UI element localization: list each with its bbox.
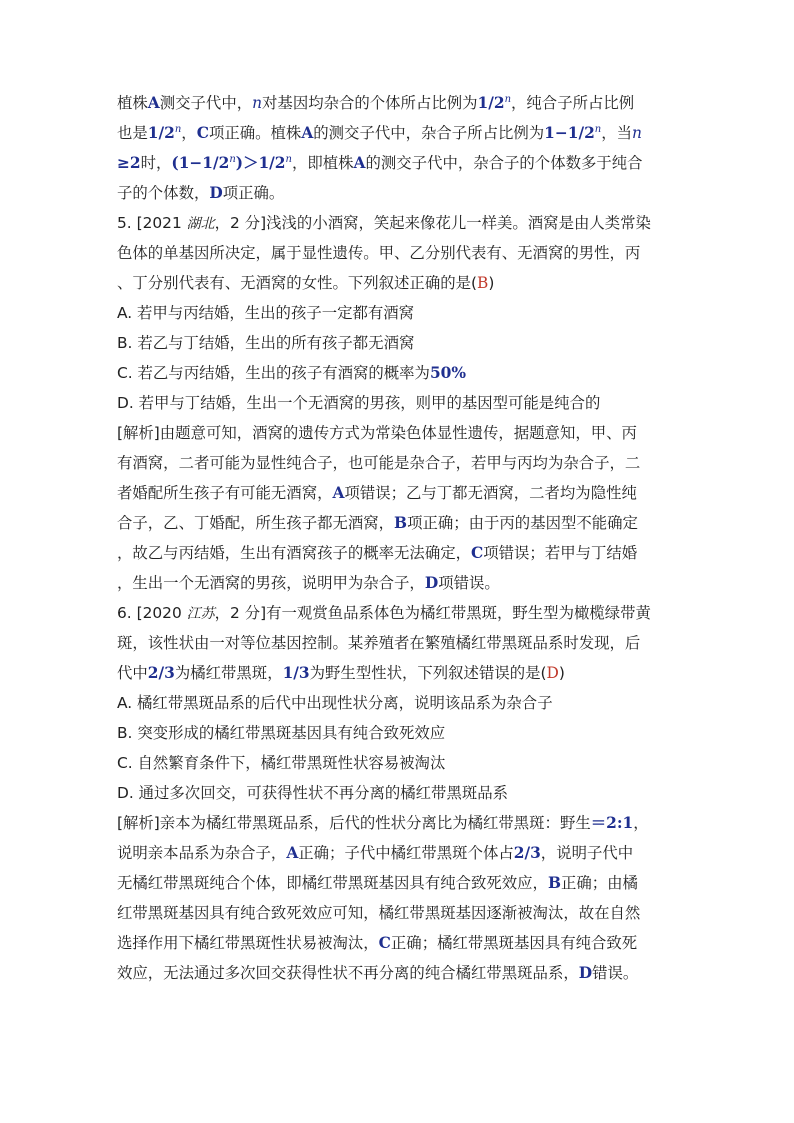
math-sup: n bbox=[229, 154, 236, 165]
q6-stem-line-1 bbox=[117, 603, 651, 624]
text: 子的个体数， bbox=[117, 184, 210, 202]
text: 也是 bbox=[117, 124, 148, 142]
answer-key: B bbox=[477, 274, 489, 292]
math: 2/3 bbox=[513, 844, 541, 862]
math: A bbox=[147, 94, 160, 112]
math-sup: n bbox=[594, 124, 602, 135]
q5-explanation-line-1: [解析]由题意可知，酒窝的遗传方式为常染色体显性遗传，据题意知，甲、丙 bbox=[117, 424, 637, 442]
text: 正确；由橘 bbox=[560, 874, 638, 892]
math: 1/3 bbox=[282, 664, 310, 682]
option-ref: A bbox=[332, 484, 345, 502]
q5-explanation-line-6 bbox=[117, 573, 500, 593]
text: 无橘红带黑斑纯合个体，即橘红带黑斑基因具有纯合致死效应， bbox=[117, 874, 548, 892]
q6-explanation-line-5 bbox=[117, 933, 637, 953]
answer-key: D bbox=[546, 664, 559, 682]
q5-stem-line-3 bbox=[117, 273, 494, 293]
math: 1/2 bbox=[477, 94, 505, 112]
intro-line-3 bbox=[117, 153, 643, 173]
text: [解析]亲本为橘红带黑斑品系，后代的性状分离比为橘红带黑斑：野生 bbox=[117, 814, 591, 832]
text: 项错误。 bbox=[438, 574, 500, 592]
math-sup: n bbox=[174, 124, 182, 135]
text: 项正确。植株 bbox=[208, 124, 302, 142]
math: n bbox=[252, 94, 263, 112]
math: A bbox=[301, 124, 314, 142]
text: 项正确；由于丙的基因型不能确定 bbox=[407, 514, 638, 532]
text: 说明亲本品系为杂合子， bbox=[117, 844, 287, 862]
option-ref: C bbox=[471, 544, 484, 562]
text: 的测交子代中，杂合子所占比例为 bbox=[313, 124, 545, 142]
math: ≥2 bbox=[117, 154, 141, 172]
text: 者婚配所生孩子有可能无酒窝， bbox=[117, 484, 333, 502]
option-ref: B bbox=[394, 514, 408, 532]
q6-stem-line-2: 斑，该性状由一对等位基因控制。某养殖者在繁殖橘红带黑斑品系时发现，后 bbox=[117, 634, 641, 652]
q6-stem-line-3 bbox=[117, 663, 565, 683]
math: )＞1/2 bbox=[235, 154, 286, 172]
text: 有一观赏鱼品系体色为橘红带黑斑，野生型为橄榄绿带黄 bbox=[266, 604, 651, 622]
text: 错误。 bbox=[592, 964, 639, 982]
math: 50% bbox=[429, 364, 466, 382]
math-sup: n bbox=[285, 154, 292, 165]
math: 1/2 bbox=[147, 124, 175, 142]
text: 时， bbox=[140, 154, 172, 172]
text: 、丁分别代表有、无酒窝的女性。下列叙述正确的是( bbox=[117, 274, 477, 292]
q5-option-a: A. 若甲与丙结婚，生出的孩子一定都有酒窝 bbox=[117, 304, 415, 322]
math: n bbox=[632, 124, 642, 142]
option-ref: D bbox=[424, 574, 439, 592]
text: ， bbox=[181, 124, 197, 142]
text: 代中 bbox=[117, 664, 148, 682]
q5-stem-line-2: 色体的单基因所决定，属于显性遗传。甲、乙分别代表有、无酒窝的男性，丙 bbox=[117, 244, 641, 262]
q6-option-a: A. 橘红带黑斑品系的后代中出现性状分离，说明该品系为杂合子 bbox=[117, 694, 553, 712]
text: ，生出一个无酒窝的男孩，说明甲为杂合子， bbox=[117, 574, 425, 592]
text: 正确；子代中橘红带黑斑个体占 bbox=[298, 844, 514, 862]
math: 2/3 bbox=[147, 664, 175, 682]
text: 项正确。 bbox=[222, 184, 285, 202]
question-source: 江苏 bbox=[186, 606, 215, 622]
text: 测交子代中， bbox=[159, 94, 253, 112]
text: ，即植株 bbox=[291, 154, 354, 172]
math: ＝2:1 bbox=[590, 814, 634, 832]
math: A bbox=[353, 154, 366, 172]
question-source: 湖北 bbox=[186, 216, 215, 232]
option-ref: C bbox=[378, 934, 391, 952]
option-ref: D bbox=[578, 964, 593, 982]
q5-explanation-line-4 bbox=[117, 513, 638, 533]
q6-option-b: B. 突变形成的橘红带黑斑基因具有纯合致死效应 bbox=[117, 724, 446, 742]
option-ref: D bbox=[209, 184, 223, 202]
intro-line-2 bbox=[117, 123, 642, 143]
q6-explanation-line-1 bbox=[117, 813, 649, 833]
q5-stem-line-1 bbox=[117, 213, 651, 234]
text: 项错误；乙与丁都无酒窝，二者均为隐性纯 bbox=[344, 484, 637, 502]
q5-option-d: D. 若甲与丁结婚，生出一个无酒窝的男孩，则甲的基因型可能是纯合的 bbox=[117, 394, 601, 412]
text: C. 若乙与丙结婚，生出的孩子有酒窝的概率为 bbox=[117, 364, 430, 382]
text: 对基因均杂合的个体所占比例为 bbox=[262, 94, 478, 112]
q5-explanation-line-3 bbox=[117, 483, 637, 503]
text: 的测交子代中，杂合子的个体数多于纯合 bbox=[365, 154, 643, 172]
intro-line-1 bbox=[117, 93, 634, 113]
q5-explanation-line-5 bbox=[117, 543, 637, 563]
math: (1−1/2 bbox=[171, 154, 230, 172]
q5-explanation-line-2: 有酒窝，二者可能为显性纯合子，也可能是杂合子，若甲与丙均为杂合子，二 bbox=[117, 454, 641, 472]
text: 项错误；若甲与丁结婚 bbox=[483, 544, 638, 562]
text: ，故乙与丙结婚，生出有酒窝孩子的概率无法确定， bbox=[117, 544, 471, 562]
text: 植株 bbox=[117, 94, 148, 112]
text: 效应，无法通过多次回交获得性状不再分离的纯合橘红带黑斑品系， bbox=[117, 964, 579, 982]
question-number: 5. [2021 bbox=[117, 214, 187, 232]
text: ，说明子代中 bbox=[540, 844, 634, 862]
option-ref: A bbox=[286, 844, 299, 862]
intro-line-4 bbox=[117, 183, 284, 203]
q6-explanation-line-2 bbox=[117, 843, 633, 863]
q6-explanation-line-6 bbox=[117, 963, 638, 983]
q5-option-c bbox=[117, 363, 466, 383]
text: 选择作用下橘红带黑斑性状易被淘汰， bbox=[117, 934, 379, 952]
text: 浅浅的小酒窝，笑起来像花儿一样美。酒窝是由人类常染 bbox=[266, 214, 651, 232]
q6-explanation-line-3 bbox=[117, 873, 638, 893]
math-sup: n bbox=[504, 94, 512, 105]
text: ) bbox=[558, 664, 565, 682]
question-number: 6. [2020 bbox=[117, 604, 187, 622]
question-score: ，2 分] bbox=[214, 214, 267, 232]
q5-option-b: B. 若乙与丁结婚，生出的所有孩子都无酒窝 bbox=[117, 334, 415, 352]
q6-option-c: C. 自然繁育条件下，橘红带黑斑性状容易被淘汰 bbox=[117, 754, 446, 772]
text: ，当 bbox=[601, 124, 633, 142]
math: 1−1/2 bbox=[544, 124, 595, 142]
q6-option-d: D. 通过多次回交，可获得性状不再分离的橘红带黑斑品系 bbox=[117, 784, 509, 802]
question-score: ，2 分] bbox=[214, 604, 267, 622]
q6-explanation-line-4: 红带黑斑基因具有纯合致死效应可知，橘红带黑斑基因逐渐被淘汰，故在自然 bbox=[117, 904, 641, 922]
text: ) bbox=[488, 274, 495, 292]
text: ，纯合子所占比例 bbox=[511, 94, 635, 112]
text: 正确；橘红带黑斑基因具有纯合致死 bbox=[390, 934, 638, 952]
text: 合子，乙、丁婚配，所生孩子都无酒窝， bbox=[117, 514, 395, 532]
text: 为野生型性状，下列叙述错误的是( bbox=[309, 664, 547, 682]
option-ref: C bbox=[196, 124, 209, 142]
text: ， bbox=[633, 814, 649, 832]
text: 为橘红带黑斑， bbox=[174, 664, 283, 682]
option-ref: B bbox=[547, 874, 561, 892]
